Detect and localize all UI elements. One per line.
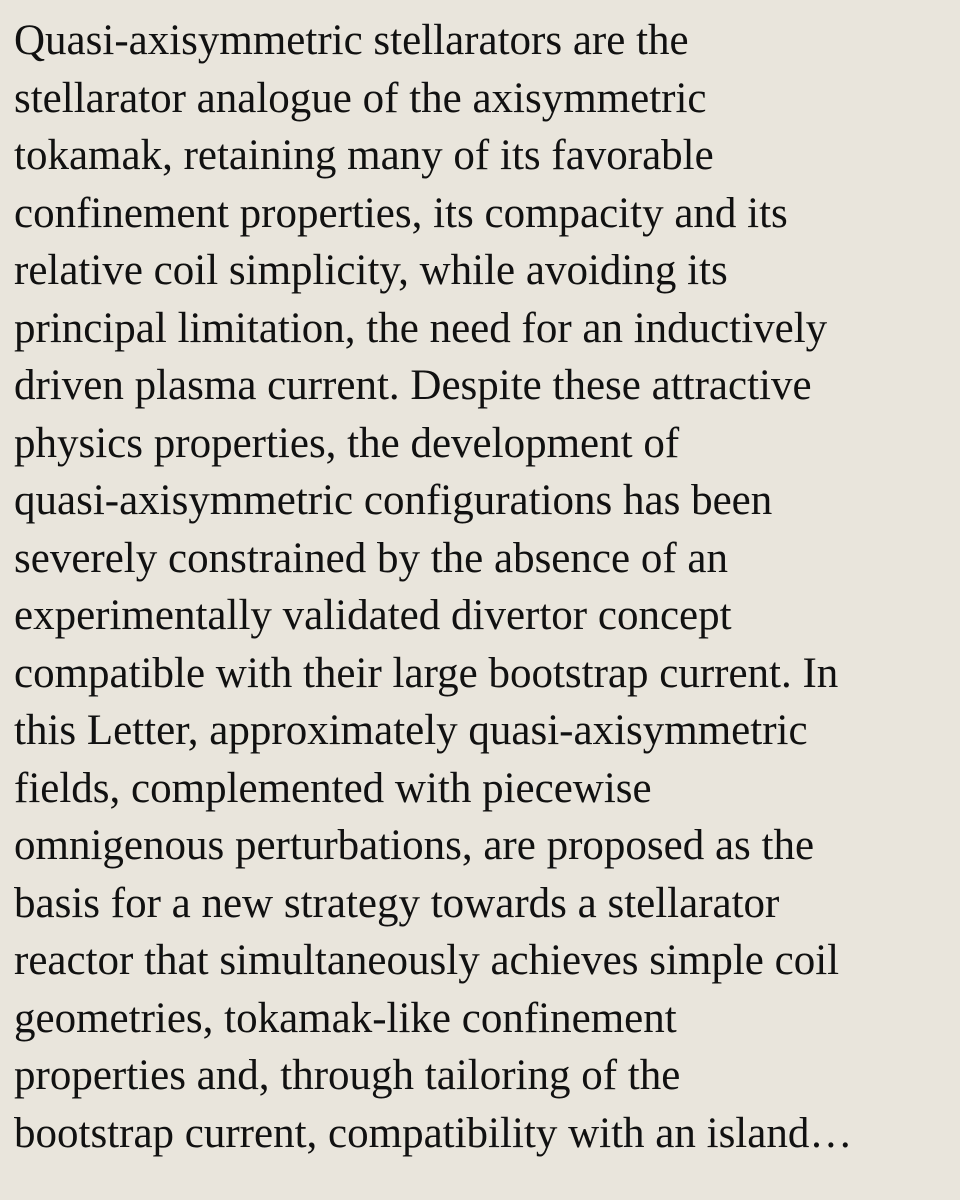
abstract-line: Quasi-axisymmetric stellarators are the	[14, 17, 689, 64]
abstract-line: physics properties, the development of	[14, 419, 680, 467]
abstract-line: omnigenous perturbations, are proposed as the	[14, 822, 815, 869]
abstract-line: severely constrained by the absence of an	[14, 534, 728, 582]
abstract-line: basis for a new strategy towards a stellarator	[14, 879, 780, 927]
abstract-line: quasi-axisymmetric configurations has been	[14, 477, 773, 524]
abstract-line: confinement properties, its compacity and its	[14, 189, 788, 237]
abstract-line: tokamak, retaining many of its favorable	[14, 132, 714, 179]
abstract-line: geometries, tokamak-like confinement	[14, 994, 677, 1042]
abstract-line: relative coil simplicity, while avoiding its	[14, 247, 728, 294]
abstract-line: driven plasma current. Despite these attractive	[14, 362, 812, 409]
abstract-line: principal limitation, the need for an inductively	[14, 304, 828, 352]
abstract-line: properties and, through tailoring of the	[14, 1052, 681, 1099]
abstract-line: fields, complemented with piecewise	[14, 764, 652, 812]
abstract-line: compatible with their large bootstrap current. In	[14, 649, 839, 697]
abstract-line: stellarator analogue of the axisymmetric	[14, 74, 707, 122]
abstract-line: this Letter, approximately quasi-axisymmetric	[14, 707, 808, 754]
abstract-text	[14, 12, 950, 1162]
abstract-line: reactor that simultaneously achieves simple coil	[14, 937, 840, 984]
abstract-line: experimentally validated divertor concept	[14, 592, 732, 639]
abstract-line: bootstrap current, compatibility with an island…	[14, 1109, 853, 1157]
